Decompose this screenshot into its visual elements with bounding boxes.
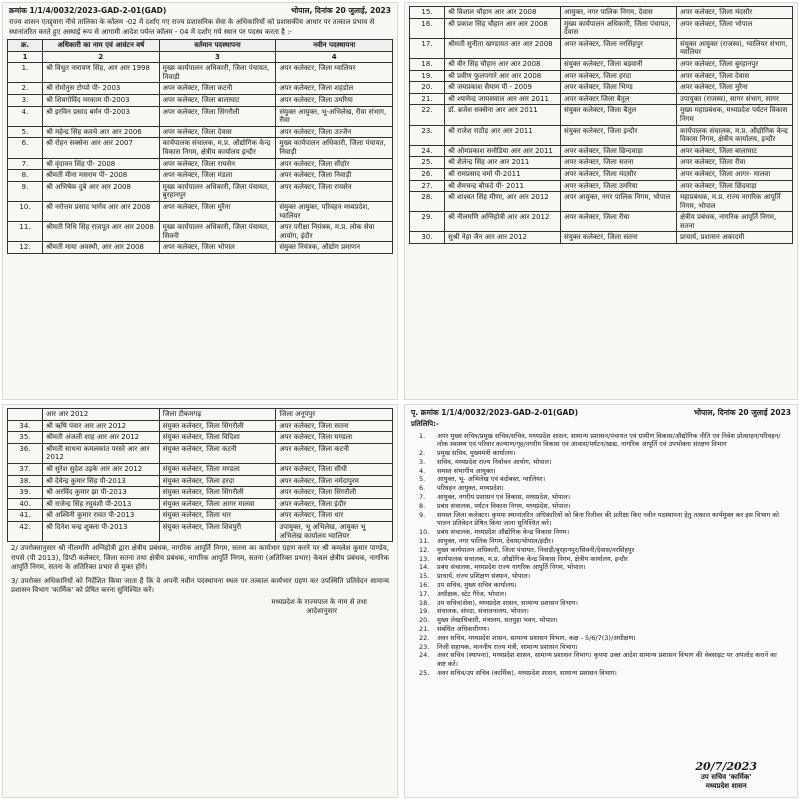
list-item-number: 15. xyxy=(419,572,430,581)
list-item-text: प्राचार्य, राज्य प्रशिक्षण संस्थान, भोपाल। xyxy=(437,572,531,581)
list-item xyxy=(419,502,787,511)
list-item-number: 18. xyxy=(419,598,430,607)
list-item-text: उप सचिव(सेवा), मध्यप्रदेश शासन, सामान्य प्रशासन विभाग। xyxy=(437,598,578,607)
cell-current-posting: संयुक्त कलेक्टर, जिला कटनी xyxy=(159,443,276,463)
list-item xyxy=(419,607,787,616)
cell-current-posting: संयुक्त कलेक्टर, जिला धार xyxy=(159,510,276,522)
governor-name-line: मध्यप्रदेश के राज्यपाल के नाम से तथा xyxy=(271,597,367,606)
list-item xyxy=(419,528,787,537)
cell-serial: 42. xyxy=(8,521,43,541)
cell-current-posting: संयुक्त कलेक्टर, जिला इन्दौर xyxy=(561,125,677,145)
copy-reference: पृ. क्रमांक 1/1/4/0032/2023-GAD-2-01(GAD) xyxy=(411,408,578,417)
table-row xyxy=(8,126,393,138)
cell-serial: 20. xyxy=(410,82,445,94)
cell-new-posting: मुख्य महाप्रबंधक, मध्यप्रदेश पर्यटन विकास निगम xyxy=(677,105,793,125)
list-item-number: 14. xyxy=(419,563,430,572)
cell-new-posting: अपर कलेक्टर, जिला रीवा xyxy=(677,157,793,169)
cell-serial: 40. xyxy=(8,498,43,510)
cell-new-posting: मुख्य कार्यपालन अधिकारी, जिला पंचायत, निवाड़ी xyxy=(276,138,393,158)
cell-officer: श्री दिनेश चन्द्र शुक्ला पी-2013 xyxy=(43,521,160,541)
cell-officer: श्री अरविंद कुमार झा पी-2013 xyxy=(43,487,160,499)
cell-new-posting: अपर कलेक्टर, जिला आगर- मालवा xyxy=(677,168,793,180)
cell-current-posting: संयुक्त कलेक्टर, जिला सतना xyxy=(561,232,677,244)
cell-officer: श्री राजेश राठौड़ आर आर 2011 xyxy=(445,125,561,145)
list-item-text: अवर सचिव, मध्यप्रदेश शासन, सामान्य प्रशासन विभाग, कक्ष - 5/6/7(3)/अधीक्षण। xyxy=(437,633,636,642)
list-item-text: प्रमुख सचिव, मुख्यमंत्री कार्यालय। xyxy=(437,449,516,458)
copy-place-date: भोपाल, दिनांक 20 जुलाई 2023 xyxy=(693,408,791,417)
list-item-text: प्रबंध संचालक, पर्यटन विकास निगम, मध्यप्रदेश, भोपाल। xyxy=(437,501,571,510)
list-item-text: संबंधित अधिकारीगण। xyxy=(437,625,490,634)
cell-current-posting: अपर कलेक्टर, जिला बालाघाट xyxy=(159,94,276,106)
table-row xyxy=(8,138,393,158)
list-item xyxy=(419,643,787,652)
cell-new-posting: अपर कलेक्टर, जिला नर्मदापुरम xyxy=(276,475,393,487)
list-item-number: 22. xyxy=(419,633,430,642)
list-item-number: 20. xyxy=(419,616,430,625)
list-item xyxy=(419,669,787,678)
col-number: 4 xyxy=(276,51,393,63)
transfer-table-2 xyxy=(409,6,793,244)
list-item xyxy=(419,493,787,502)
cell-serial: 38. xyxy=(8,475,43,487)
list-item-text: मुख्य लेखाधिकारी, मंत्रालय, सतपुड़ा भवन, भोपाल। xyxy=(437,616,558,625)
list-item-text: समस्त संभागीय आयुक्त। xyxy=(437,466,496,475)
cell-serial: 36. xyxy=(8,443,43,463)
cell-new-posting: उपायुक्त, भू अभिलेख, आयुक्त भू अभिलेख कार्यालय ग्वालियर xyxy=(276,521,393,541)
order-page-3 xyxy=(2,404,398,798)
cell-current-posting: अपर कलेक्टर, जिला देवास xyxy=(159,126,276,138)
cell-new-posting: अपर कलेक्टर, जिला बालाघाट xyxy=(677,145,793,157)
table-row xyxy=(8,432,393,444)
table-row xyxy=(410,82,793,94)
table-row xyxy=(8,94,393,106)
cell-new-posting: अपर कलेक्टर, जिला कटनी xyxy=(276,443,393,463)
cell-current-posting: संयुक्त कलेक्टर, जिला हरदा xyxy=(159,475,276,487)
cell-officer: श्री अश्विनी कुमार रावत पी-2013 xyxy=(43,510,160,522)
list-item xyxy=(419,590,787,599)
table-row xyxy=(8,498,393,510)
list-item xyxy=(419,475,787,484)
cell-new-posting: अपर कलेक्टर, जिला शहडोल xyxy=(276,83,393,95)
cell-current-posting: संयुक्त कलेक्टर, जिला विदिशा xyxy=(159,432,276,444)
copy-recipient-list xyxy=(405,432,797,678)
cell-officer: श्री शैमचन्द्र बौफदे पी- 2011 xyxy=(445,180,561,192)
cell-current-posting: अपर कलेक्टर, जिला मंडला xyxy=(159,170,276,182)
order-header xyxy=(3,3,397,16)
list-item xyxy=(419,537,787,546)
list-item xyxy=(419,572,787,581)
table-header-row xyxy=(8,40,393,52)
copy-list-page xyxy=(404,404,798,798)
list-item xyxy=(419,616,787,625)
table-row xyxy=(410,38,793,58)
table-row xyxy=(410,157,793,169)
order-reference: क्रमांक 1/1/4/0032/2023-GAD-2-01(GAD) xyxy=(9,6,167,15)
cell-current-posting: संयुक्त कलेक्टर, जिला बैतूल xyxy=(561,105,677,125)
list-item xyxy=(419,599,787,608)
paragraph-3: 3/ उपरोक्त अधिकारियों को निर्देशित किया जाता है कि वे अपनी नवीन पदस्थापना स्थल पर तत्काल कार्यभार ग्रहण कर उपस्थिति प्रतिवेदन सामान्य प्रशासन विभाग 'कार्मिक' को प्रेषित करना सुनिश्चित करें। xyxy=(11,576,389,595)
list-item xyxy=(419,581,787,590)
table-row xyxy=(8,83,393,95)
cell-officer: श्री सुरेश सुदेश उइके आर आर 2012 xyxy=(43,463,160,475)
table-row xyxy=(410,232,793,244)
cell-serial: 6. xyxy=(8,138,43,158)
list-item-number: 11. xyxy=(419,537,430,546)
cell-officer: श्री विधुत नारायण सिंह, आर आर 1998 xyxy=(43,63,160,83)
cell-new-posting: अपर कलेक्टर, जिला देवास xyxy=(677,70,793,82)
cell-officer: डॉ. ब्रजेश सक्सेना आर आर 2011 xyxy=(445,105,561,125)
col-number: 1 xyxy=(8,51,43,63)
cell-officer: श्री प्रकाश सिंह चौहान आर आर 2008 xyxy=(445,18,561,38)
cell-new-posting: अपर कलेक्टर, जिला भोपाल xyxy=(677,18,793,38)
cell-serial: 7. xyxy=(8,158,43,170)
cell-serial: 39. xyxy=(8,487,43,499)
cell-serial: 12. xyxy=(8,242,43,254)
cell-officer: श्री नरोत्तम प्रसाद भार्गव आर आर 2008 xyxy=(43,201,160,221)
table-row xyxy=(410,125,793,145)
cell-serial: 37. xyxy=(8,463,43,475)
cell-officer: श्रीमती मीना मसराम पी- 2008 xyxy=(43,170,160,182)
transfer-table-1 xyxy=(7,39,393,254)
list-item-text: निजी सहायक, माननीय राज्य मंत्री, सामान्य प्रशासन विभाग। xyxy=(437,642,578,651)
col-number: 2 xyxy=(43,51,160,63)
table-row xyxy=(410,70,793,82)
cell-officer: सुश्री नेहा जैन आर आर 2012 xyxy=(445,232,561,244)
cell-officer: श्री शाश्वत सिंह मीणा, आर आर 2012 xyxy=(445,192,561,212)
table-row xyxy=(410,93,793,105)
list-item-text: प्रबंध संचालक, मध्यप्रदेश औद्योगिक केन्द्र विकास निगम। xyxy=(437,528,570,537)
cell-new-posting: महाप्रबंधक, म.प्र. राज्य नागरिक आपूर्ति निगम, भोपाल xyxy=(677,192,793,212)
cell-serial: 5. xyxy=(8,126,43,138)
list-item-number: 12. xyxy=(419,545,430,554)
cell-current-posting: अपर कलेक्टर, जिला छिन्दवाड़ा xyxy=(561,145,677,157)
cell-officer: श्रीमती सुनीता खण्डायत आर आर 2008 xyxy=(445,38,561,58)
cell-serial: 26. xyxy=(410,168,445,180)
order-line: आदेशानुसार xyxy=(306,606,337,615)
cell-officer: श्रीमती माया अवस्थी, आर आर 2008 xyxy=(43,242,160,254)
cell-serial: 15. xyxy=(410,7,445,19)
list-item xyxy=(419,625,787,634)
cell-officer: श्री महेन्द्र सिंह कवचे आर आर 2006 xyxy=(43,126,160,138)
list-item xyxy=(419,651,787,669)
list-item xyxy=(419,563,787,572)
paragraph-2: 2/ उपरोक्तानुसार श्री नीलमणि अग्निहोत्री द्वारा क्षेत्रीय प्रबंधक, नागरिक आपूर्ति निगम, सतना का कार्यभार ग्रहण करने पर श्री कमलेश कुमार पाण्डेय, रापसे (पी 2013), डिप्टी कलेक्टर, जिला सतना तथा क्षेत्रीय प्रबंधक, नागरिक आपूर्ति निगम, सतना (अतिरिक्त प्रभार) केवल क्षेत्रीय प्रबंधक, नागरिक आपूर्ति निगम, सतना के अतिरिक्त प्रभार से मुक्त होंगे। xyxy=(11,544,389,572)
cell-current-posting: मुख्य कार्यपालन अधिकारी, जिला पंचायत, सिवनी xyxy=(159,222,276,242)
cell-new-posting: अपर कलेक्टर, जिला उज्जैन xyxy=(276,126,393,138)
column-number-row xyxy=(8,51,393,63)
table-row xyxy=(410,192,793,212)
copy-header xyxy=(405,405,797,418)
cell-current-posting: मुख्य कार्यपालन अधिकारी, जिला पंचायत, बुरहानपुर xyxy=(159,181,276,201)
cell-current-posting: अपर कलेक्टर, जिला नरसिंहपुर xyxy=(561,38,677,58)
list-item-text: सचिव, मध्यप्रदेश राज्य निर्वाचन आयोग, भोपाल। xyxy=(437,457,552,466)
table-row xyxy=(410,7,793,19)
cell-officer: श्री ऋषि पंवार आर आर 2012 xyxy=(43,420,160,432)
cell-officer: श्रीमती अंजली शाह आर आर 2012 xyxy=(43,432,160,444)
signatory-designation: उप सचिव 'कार्मिक' xyxy=(700,773,752,781)
cell-current-posting: अपर आयुक्त, नगर पालिक निगम, भोपाल xyxy=(561,192,677,212)
list-item-text: अधीक्षक, स्टेट गैरेज, भोपाल। xyxy=(437,589,507,598)
cell-serial: 23. xyxy=(410,125,445,145)
cell-current-posting: संयुक्त कलेक्टर, जिला मण्डला xyxy=(159,463,276,475)
table-row xyxy=(8,63,393,83)
list-item-number: 2. xyxy=(419,449,426,458)
list-item-number: 1. xyxy=(419,431,426,440)
table-row xyxy=(8,242,393,254)
table-row xyxy=(410,168,793,180)
cell-serial: 16. xyxy=(410,18,445,38)
cell-serial: 17. xyxy=(410,38,445,58)
table-row xyxy=(410,180,793,192)
list-item xyxy=(419,467,787,476)
table-row xyxy=(8,420,393,432)
copy-label: प्रतिलिपि:- xyxy=(411,420,439,428)
cell-new-posting: अपर कलेक्टर, जिला सतना xyxy=(276,420,393,432)
cell-serial: 24. xyxy=(410,145,445,157)
table-row xyxy=(410,18,793,38)
list-item-text: आयुक्त, नगर पालिक निगम, देवास/भोपाल/इंदौर। xyxy=(437,537,554,546)
list-item-number: 6. xyxy=(419,484,426,493)
list-item xyxy=(419,511,787,529)
cell-current-posting: अपर कलेक्टर, जिला सिंगरौली xyxy=(159,106,276,126)
cell-new-posting: अपर कलेक्टर, जिला ग्वालियर xyxy=(276,63,393,83)
list-item-text: परिवहन आयुक्त, मध्यप्रदेश। xyxy=(437,484,504,493)
list-item-text: उप सचिव, मुख्य सचिव कार्यालय। xyxy=(437,581,517,590)
signature-block xyxy=(695,760,757,791)
table-row xyxy=(410,145,793,157)
cell-new-posting: प्राचार्य, प्रशासन अकादमी xyxy=(677,232,793,244)
table-row xyxy=(410,58,793,70)
col-new-posting-header: नवीन पदस्थापना xyxy=(276,40,393,52)
order-place-date: भोपाल, दिनांक 20 जुलाई, 2023 xyxy=(290,6,391,15)
cell-new-posting: अपर परीक्षा नियंत्रक, म.प्र. लोक सेवा आयोग, इंदौर xyxy=(276,222,393,242)
cell-serial: 4. xyxy=(8,106,43,126)
cell-officer: श्री जयप्रकाश सैयाम पी - 2009 xyxy=(445,82,561,94)
table-row xyxy=(8,106,393,126)
cell-officer: श्री रोहन सक्सेना आर आर 2007 xyxy=(43,138,160,158)
cell-new-posting: उपायुक्त (राजस्व), सागर संभाग, सागर xyxy=(677,93,793,105)
cell-officer: श्री प्रवीण फुलपगारे आर आर 2008 xyxy=(445,70,561,82)
cell-serial: 21. xyxy=(410,93,445,105)
cell-current-posting: अपर कलेक्टर, जिला रीवा xyxy=(561,212,677,232)
table-row xyxy=(8,463,393,475)
cell-officer: श्री रामप्रसाद वर्मा पी-2011 xyxy=(445,168,561,180)
cell-new-posting: अपर कलेक्टर, जिला मुरैना xyxy=(677,82,793,94)
list-item-number: 24. xyxy=(419,651,430,660)
cell-current-posting: संयुक्त कलेक्टर, जिला बड़वानी xyxy=(561,58,677,70)
cell-new-posting: अपर कलेक्टर, जिला सीधी xyxy=(276,463,393,475)
cell-officer: श्री शैलेन्द्र सिंह आर आर 2011 xyxy=(445,157,561,169)
cell-officer: श्री देवेन्द्र कुमार सिंह पी-2013 xyxy=(43,475,160,487)
cell-new-posting: अपर कलेक्टर, जिला निवाड़ी xyxy=(276,170,393,182)
cell-current-posting: मुख्य कार्यपालन अधिकारी, जिला पंचायत, निवाड़ी xyxy=(159,63,276,83)
cell-new-posting: कार्यपालक संचालक, म.प्र. औद्योगिक केन्द्र विकास निगम, क्षेत्रीय कार्यालय, इन्दौर xyxy=(677,125,793,145)
col-serial-header: क्र. xyxy=(8,40,43,52)
table-row xyxy=(410,212,793,232)
cell-current-posting: जिला टीकमगढ़ xyxy=(159,409,276,421)
cell-serial: 22. xyxy=(410,105,445,125)
cell-officer: श्री ओमप्रकाश सनोडिया आर आर 2011 xyxy=(445,145,561,157)
list-item-text: कार्यपालक संचालक, म.प्र. औद्योगिक केन्द्र विकास निगम, क्षेत्रीय कार्यालय, इन्दौर xyxy=(437,554,628,563)
cell-current-posting: अपर कलेक्टर, जिला मंदसौर xyxy=(561,168,677,180)
list-item-number: 13. xyxy=(419,554,430,563)
cell-new-posting: अपर कलेक्टर, जिला इंदौर xyxy=(276,498,393,510)
cell-serial: 27. xyxy=(410,180,445,192)
cell-serial: 9. xyxy=(8,181,43,201)
cell-new-posting: अपर कलेक्टर, जिला छिंदवाड़ा xyxy=(677,180,793,192)
list-item-text: आयुक्त, नगरीय प्रशासन एवं विकास, मध्यप्रदेश, भोपाल। xyxy=(437,493,571,502)
cell-new-posting: संयुक्त आयुक्त, परिवहन मध्यप्रदेश, ग्वालियर xyxy=(276,201,393,221)
table-row xyxy=(410,105,793,125)
cell-new-posting: संयुक्त आयुक्त (राजस्व), ग्वालियर संभाग, ग्वालियर xyxy=(677,38,793,58)
cell-officer: श्रीमती साधना कमलकांत परस्ते आर आर 2012 xyxy=(43,443,160,463)
cell-officer: श्री रोमोनुस टोप्पो पी- 2003 xyxy=(43,83,160,95)
list-item-number: 5. xyxy=(419,475,426,484)
list-item-number: 25. xyxy=(419,669,430,678)
cell-new-posting: क्षेत्रीय प्रबंधक, नागरिक आपूर्ति निगम, सतना xyxy=(677,212,793,232)
cell-officer: आर आर 2012 xyxy=(43,409,160,421)
cell-serial: 2. xyxy=(8,83,43,95)
table-row xyxy=(8,222,393,242)
cell-new-posting: अपर कलेक्टर, जिला बुरहानपुर xyxy=(677,58,793,70)
cell-serial: 34. xyxy=(8,420,43,432)
cell-current-posting: कार्यपालक संचालक, म.प्र. औद्योगिक केन्द्र विकास निगम, क्षेत्रीय कार्यालय इन्दौर xyxy=(159,138,276,158)
list-item xyxy=(419,555,787,564)
cell-serial: 19. xyxy=(410,70,445,82)
cell-current-posting: संयुक्त कलेक्टर, जिला आगर मालवा xyxy=(159,498,276,510)
list-item-text: प्रबंध संचालक, मध्यप्रदेश राज्य नागरिक आपूर्ति निगम, भोपाल। xyxy=(437,563,586,572)
cell-officer: श्री नीलमणि अग्निहोत्री आर आर 2012 xyxy=(445,212,561,232)
cell-serial: 35. xyxy=(8,432,43,444)
cell-current-posting: अपर कलेक्टर जिला बैतूल xyxy=(561,93,677,105)
cell-serial: 18. xyxy=(410,58,445,70)
cell-current-posting: अपर कलेक्टर, जिला मुरैना xyxy=(159,201,276,221)
list-item-number: 8. xyxy=(419,501,426,510)
table-row xyxy=(8,170,393,182)
table-row xyxy=(8,521,393,541)
table-row xyxy=(8,443,393,463)
list-item-text: अवर सचिव/उप सचिव (कार्मिक), मध्यप्रदेश शासन, सामान्य प्रशासन विभाग। xyxy=(437,669,617,678)
cell-current-posting: अपर कलेक्टर, जिला भोपाल xyxy=(159,242,276,254)
list-item-number: 10. xyxy=(419,528,430,537)
list-item-number: 17. xyxy=(419,589,430,598)
list-item-number: 19. xyxy=(419,607,430,616)
cell-new-posting: जिला अनूपपुर xyxy=(276,409,393,421)
list-item xyxy=(419,634,787,643)
cell-current-posting: अपर कलेक्टर, जिला सतना xyxy=(561,157,677,169)
table-row xyxy=(8,475,393,487)
cell-officer: श्री इरविन प्रसाद बर्मन पी-2003 xyxy=(43,106,160,126)
list-item-text: समस्त जिला कलेक्टर। कृपया स्थानांतरित अधिकारियों को बिना रिलीवर की प्रतीक्षा किए नवीन पदस्थापना हेतु तत्काल कार्यमुक्त कर इस विभाग को पालन प्रतिवेदन प्रेषित किया जाना सुनिश्चित करें। xyxy=(437,510,779,528)
cell-current-posting: संयुक्त कलेक्टर, जिला सिंगरौली xyxy=(159,420,276,432)
cell-serial: 25. xyxy=(410,157,445,169)
list-item xyxy=(419,432,787,450)
cell-officer: श्री वीर सिंह चौहान आर आर 2008 xyxy=(445,58,561,70)
cell-serial: 10. xyxy=(8,201,43,221)
order-page-1 xyxy=(2,2,398,400)
list-item xyxy=(419,546,787,555)
cell-new-posting: अपर कलेक्टर, जिला मंदसौर xyxy=(677,7,793,19)
cell-serial: 29. xyxy=(410,212,445,232)
cell-current-posting: मुख्य कार्यपालन अधिकारी, जिला पंचायत, देवास xyxy=(561,18,677,38)
order-page-2 xyxy=(404,2,798,400)
cell-current-posting: अपर कलेक्टर, जिला हरदा xyxy=(561,70,677,82)
cell-officer: श्री शिवगोविंद मरकाम पी-2003 xyxy=(43,94,160,106)
table-row xyxy=(8,510,393,522)
cell-new-posting: संयुक्त आयुक्त, भू-अभिलेख, रीवा संभाग, रीवा xyxy=(276,106,393,126)
order-intro: राज्य शासन एतद्द्वारा नीचे तालिका के कॉलम -02 में दर्शाए गए राज्य प्रशासनिक सेवा के अधिकारियों को प्रशासकीय आधार पर तत्काल प्रभाव से स्थानांतरित करते हुए अस्थाई रूप से आगामी आदेश पर्यन्त कॉलम - 04 में दर्शाए गये स्थान पर पदस्थ करता है :- xyxy=(9,18,375,36)
table-row xyxy=(8,181,393,201)
col-current-posting-header: वर्तमान पदस्थापना xyxy=(159,40,276,52)
cell-officer: श्री राजेन्द्र सिंह रघुवंशी पी-2013 xyxy=(43,498,160,510)
list-item-number: 3. xyxy=(419,457,426,466)
cell-new-posting: अपर कलेक्टर, जिला धार xyxy=(276,510,393,522)
cell-officer: श्री वृंदावन सिंह पी- 2008 xyxy=(43,158,160,170)
list-item-number: 4. xyxy=(419,466,426,475)
table-row xyxy=(8,487,393,499)
cell-current-posting: आयुक्त, नगर पालिक निगम, देवास xyxy=(561,7,677,19)
cell-current-posting: संयुक्त कलेक्टर, जिला सिंगरौली xyxy=(159,487,276,499)
cell-new-posting: अपर कलेक्टर, जिला रायसेन xyxy=(276,181,393,201)
cell-serial: 8. xyxy=(8,170,43,182)
list-item-number: 16. xyxy=(419,581,430,590)
cell-current-posting: संयुक्त कलेक्टर, जिला शिवपुरी xyxy=(159,521,276,541)
transfer-table-3 xyxy=(7,408,393,542)
cell-current-posting: अपर कलेक्टर, जिला रायसेन xyxy=(159,158,276,170)
cell-serial: 1. xyxy=(8,63,43,83)
signatory-government: मध्यप्रदेश शासन xyxy=(705,782,747,790)
cell-officer: श्री विशाल चौहान आर आर 2008 xyxy=(445,7,561,19)
col-number: 3 xyxy=(159,51,276,63)
cell-officer: श्रीमती निधि सिंह राजपूत आर आर 2008 xyxy=(43,222,160,242)
list-item-text: आयुक्त, भू- अभिलेख एवं बंदोबस्त, ग्वालियर। xyxy=(437,475,546,484)
table-row xyxy=(8,201,393,221)
cell-serial: 11. xyxy=(8,222,43,242)
cell-new-posting: अपर कलेक्टर, जिला सिंगरौली xyxy=(276,487,393,499)
cell-serial: 41. xyxy=(8,510,43,522)
cell-new-posting: अपर कलेक्टर, जिला उमरिया xyxy=(276,94,393,106)
list-item-text: मुख्य कार्यपालन अधिकारी, जिला पंचायत, निवाड़ी/बुरहानपुर/सिवनी/देवास/नरसिंहपुर xyxy=(437,545,635,554)
cell-serial xyxy=(8,409,43,421)
cell-new-posting: संयुक्त नियंत्रक, औद्योग प्रमाणन xyxy=(276,242,393,254)
cell-current-posting: अपर कलेक्टर, जिला भिण्ड xyxy=(561,82,677,94)
list-item xyxy=(419,484,787,493)
list-item-number: 7. xyxy=(419,493,426,502)
cell-officer: श्री श्यामेन्द्र जायसवाल आर आर 2011 xyxy=(445,93,561,105)
table-row xyxy=(8,158,393,170)
cell-serial: 3. xyxy=(8,94,43,106)
list-item-text: संचालक, संपदा, संचालनालय, भोपाल। xyxy=(437,607,529,616)
cell-current-posting: अपर कलेक्टर, जिला कटनी xyxy=(159,83,276,95)
cell-serial: 30. xyxy=(410,232,445,244)
cell-new-posting: अपर कलेक्टर, जिला सीहोर xyxy=(276,158,393,170)
list-item-number: 9. xyxy=(419,510,426,519)
list-item-text: अवर सचिव (स्थापना), मध्यप्रदेश शासन, सामान्य प्रशासन विभाग। कृपया उक्त आदेश सामान्य प्रशासन विभाग की वेबसाइट पर अपलोड कराने का कष्ट करें। xyxy=(437,651,777,669)
signature-date: 20/7/2023 xyxy=(695,760,757,773)
list-item-number: 23. xyxy=(419,642,430,651)
list-item-number: 21. xyxy=(419,625,430,634)
cell-current-posting: अपर कलेक्टर, जिला उमरिया xyxy=(561,180,677,192)
col-officer-header: अधिकारी का नाम एवं आवंटन वर्ष xyxy=(43,40,160,52)
list-item-text: अपर मुख्य सचिव/प्रमुख सचिव/सचिव, मध्यप्रदेश शासन, सामान्य प्रशासन/पंचायत एवं ग्रामीण विकास/औद्योगिक नीति एवं निवेश प्रोत्साहन/परिवहन/लोक स्वास्थ्य एवं परिवार कल्याण/गृह/नगरीय विकास एवं आवास/पर्यटन/खाद्य, नागरिक आपूर्ति एवं उपभोक्ता संरक्षण विभाग xyxy=(437,431,781,449)
cell-officer: श्री अभिषेक दुबे आर आर 2008 xyxy=(43,181,160,201)
cell-serial: 28. xyxy=(410,192,445,212)
list-item xyxy=(419,449,787,458)
list-item xyxy=(419,458,787,467)
cell-new-posting: अपर कलेक्टर, जिला मण्डला xyxy=(276,432,393,444)
table-row xyxy=(8,409,393,421)
